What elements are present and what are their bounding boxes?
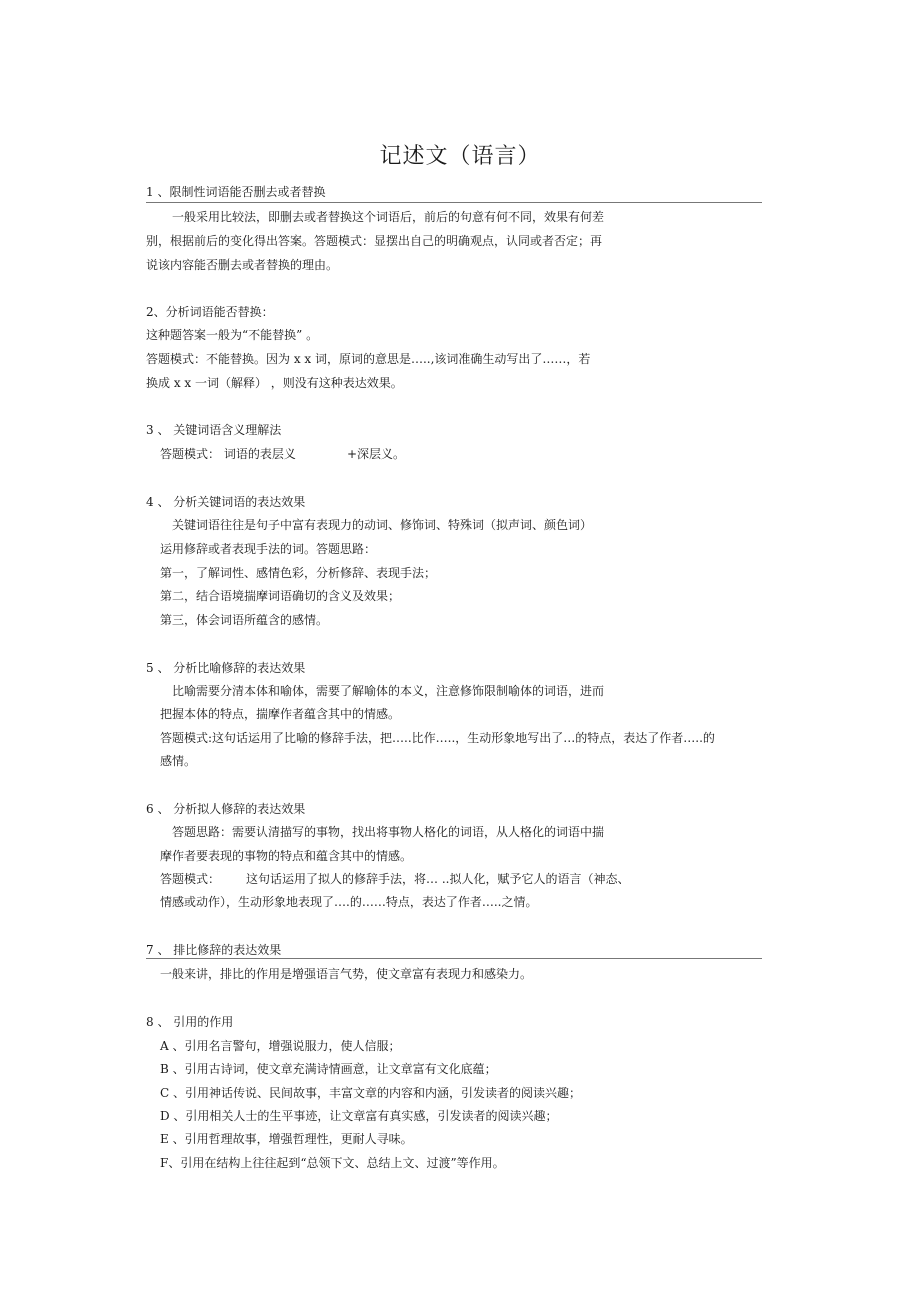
section-4-line-5: 第三，体会词语所蕴含的感情。	[160, 613, 329, 627]
section-1-line-2: 别，根据前后的变化得出答案。答题模式：显摆出自己的明确观点，认同或者否定；再	[146, 234, 603, 248]
section-8-item-a: A 、引用名言警句，增强说服力，使人信服；	[160, 1039, 401, 1053]
section-2-line-1: 这种题答案一般为“不能替换” 。	[146, 328, 319, 342]
section-6-line-2: 摩作者要表现的事物的特点和蕴含其中的情感。	[160, 849, 413, 863]
section-2-heading: 2、分析词语能否替换：	[146, 305, 274, 319]
section-8-heading: 8 、 引用的作用	[146, 1015, 234, 1029]
section-4-heading: 4 、 分析关键词语的表达效果	[146, 495, 306, 509]
section-2-line-3: 换成 x x 一词（解释） ，则没有这种表达效果。	[146, 376, 403, 390]
section-6-line-1: 答题思路：需要认清描写的事物，找出将事物人格化的词语，从人格化的词语中揣	[172, 825, 605, 839]
section-1-line-3: 说该内容能否删去或者替换的理由。	[146, 258, 339, 272]
section-3-line-1: 答题模式： 词语的表层义	[160, 447, 296, 461]
section-1-heading: 1 、限制性词语能否删去或者替换	[146, 185, 326, 199]
section-8-item-c: C 、引用神话传说、民间故事，丰富文章的内容和内涵，引发读者的阅读兴趣；	[160, 1086, 581, 1100]
section-4-line-2: 运用修辞或者表现手法的词。答题思路：	[160, 542, 377, 556]
section-8-item-b: B 、引用古诗词，使文章充满诗情画意，让文章富有文化底蕴；	[160, 1062, 497, 1076]
section-5-line-3: 答题模式:这句话运用了比喻的修辞手法，把…..比作…..，生动形象地写出了…的特点，表达了作者…..的	[160, 731, 715, 745]
section-1-line-1: 一般采用比较法，即删去或者替换这个词语后，前后的句意有何不同，效果有何差	[172, 210, 605, 224]
section-2-line-2: 答题模式：不能替换。因为 x x 词，原词的意思是…..,该词准确生动写出了……，若	[146, 352, 591, 366]
section-3-heading: 3 、 关键词语含义理解法	[146, 423, 282, 437]
page-title: 记述文（语言）	[379, 144, 541, 169]
section-5-heading: 5 、 分析比喻修辞的表达效果	[146, 661, 306, 675]
section-3-line-2: +深层义。	[347, 447, 406, 461]
section-6-heading: 6 、 分析拟人修辞的表达效果	[146, 802, 306, 816]
section-4-line-3: 第一，了解词性、感情色彩，分析修辞、表现手法；	[160, 566, 437, 580]
section-4-line-1: 关键词语往往是句子中富有表现力的动词、修饰词、特殊词（拟声词、颜色词）	[172, 518, 593, 532]
section-6-line-4: 这句话运用了拟人的修辞手法，将… ..拟人化，赋予它人的语言（神态、	[246, 872, 630, 886]
section-5-line-2: 把握本体的特点，揣摩作者蕴含其中的情感。	[160, 707, 401, 721]
section-6-line-3: 答题模式：	[160, 872, 221, 886]
section-5-line-4: 感情。	[160, 754, 197, 768]
section-4-line-4: 第二，结合语境揣摩词语确切的含义及效果；	[160, 589, 401, 603]
section-7-heading: 7 、 排比修辞的表达效果	[146, 943, 282, 957]
section-8-item-e: E 、引用哲理故事，增强哲理性，更耐人寻味。	[160, 1132, 413, 1146]
section-8-item-d: D 、引用相关人士的生平事迹，让文章富有真实感，引发读者的阅读兴趣；	[160, 1109, 558, 1123]
section-7-line-1: 一般来讲，排比的作用是增强语言气势，使文章富有表现力和感染力。	[160, 967, 533, 981]
section-5-line-1: 比喻需要分清本体和喻体，需要了解喻体的本义，注意修饰限制喻体的词语，进而	[172, 684, 605, 698]
section-1-underline	[146, 202, 762, 203]
section-6-line-5: 情感或动作），生动形象地表现了….的……特点，表达了作者…..之情。	[160, 895, 538, 909]
section-7-underline	[146, 958, 762, 959]
section-8-item-f: F、引用在结构上往往起到“总领下文、总结上文、过渡”等作用。	[160, 1156, 505, 1170]
